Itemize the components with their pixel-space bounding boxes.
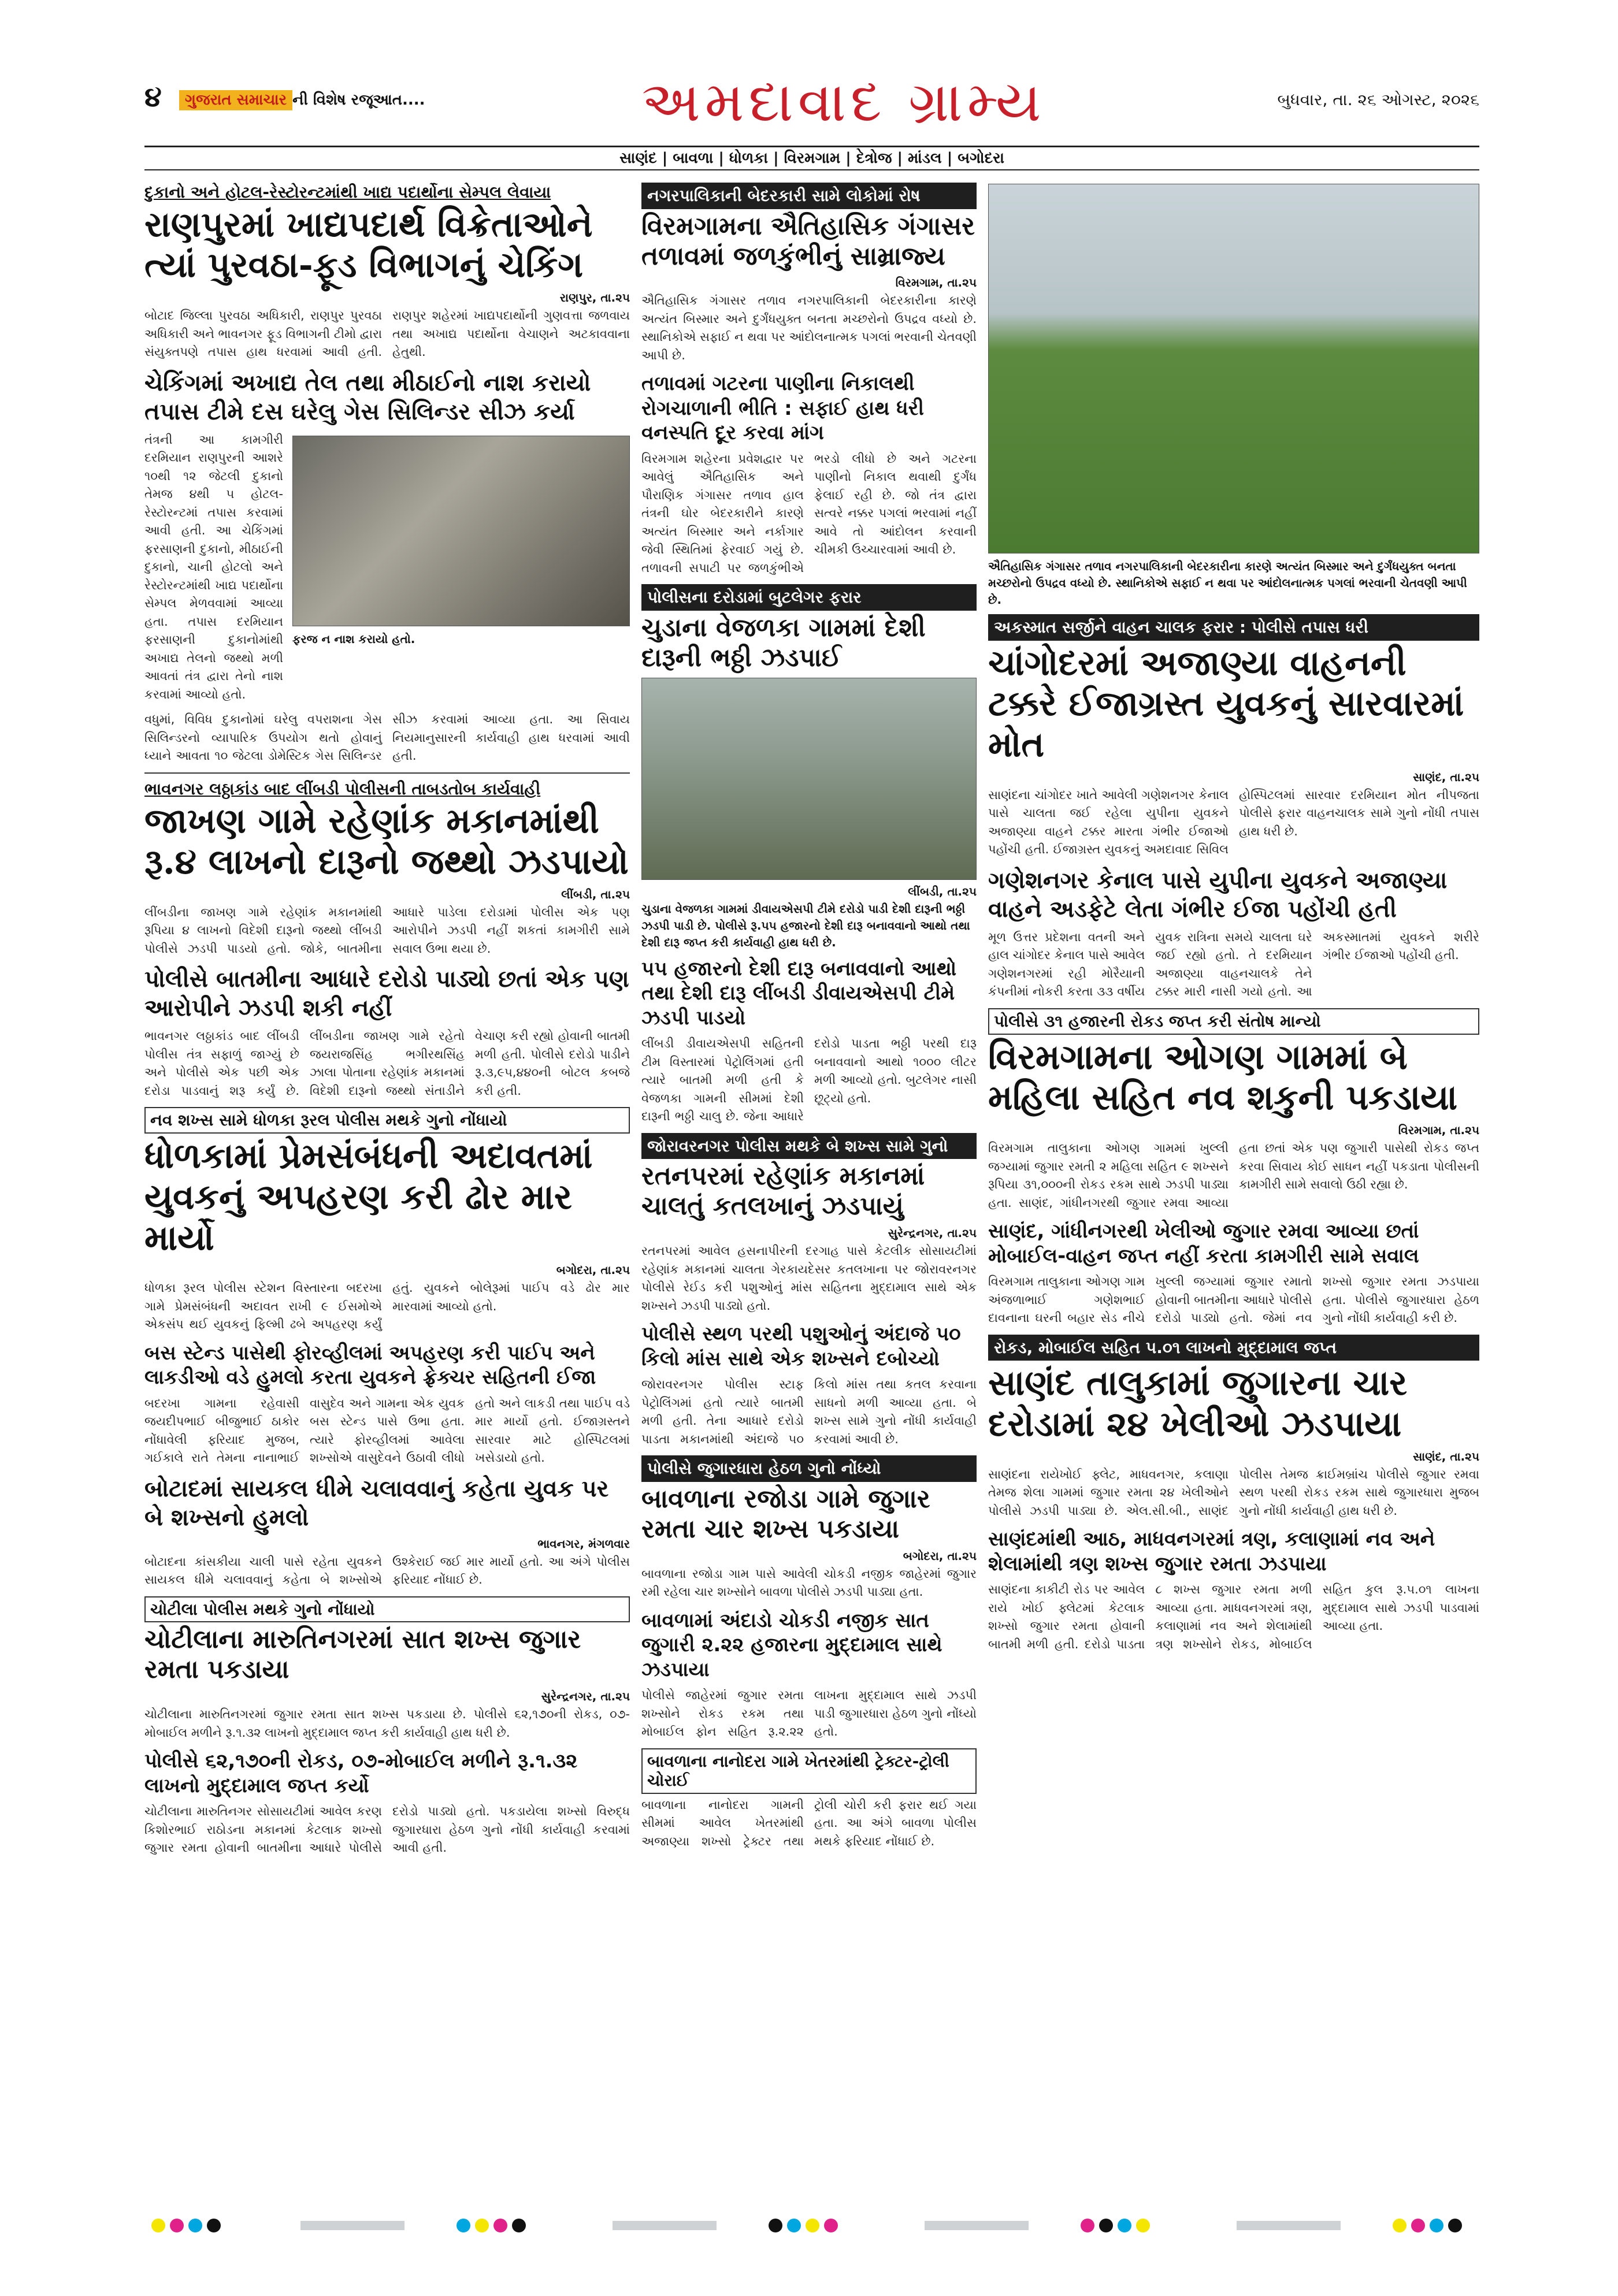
dateline: સુરેન્દ્રનગર, તા.૨૫ <box>888 1226 977 1240</box>
story-subheadline: ચેકિંગમાં અખાદ્ય તેલ તથા મીઠાઈનો નાશ કરાયો તપાસ ટીમે દસ ઘરેલુ ગેસ સિલિન્ડર સીઝ કર્યા <box>144 369 591 425</box>
story-body: વિરમગામ તાલુકાના ઓગણ ગામ અંજળાભાઈ ગણેશભાઈ દાવનાના ઘરની બહાર સેડ નીચે ખુલ્લી જગ્યામાં જુગાર રમાતો હોવાની બાતમીના આધારે પોલીસે દરોડો પાડ્યો હતો. જેમાં નવ શખ્સો જુગાર રમતા ઝડપાયા હતા. પોલીસે જુગારધારા હેઠળ ગુનો નોંધી કાર્યવાહી કરી છે. <box>988 1275 1479 1325</box>
story-body: સાણંદના ચાંગોદર ખાતે આવેલી ગણેશનગર કેનાલ પાસે ચાલતા જઈ રહેલા યુપીના યુવકને અજાણ્યા વાહને ટક્કર મારતા ગંભીર ઈજાઓ પહોંચી હતી. ઈજાગ્રસ્ત યુવકનું અમદાવાદ સિવિલ હોસ્પિટલમાં સારવાર દરમિયાન મોત નીપજતા પોલીસે ફરાર વાહનચાલક સામે ગુનો નોંધી તપાસ હાથ ધરી છે. <box>988 787 1479 857</box>
dateline: રાણપુર, તા.૨૫ <box>559 291 630 305</box>
dateline: લીંબડી, તા.૨૫ <box>908 884 977 898</box>
dateline: સાણંદ, તા.૨૫ <box>1413 770 1479 784</box>
story-kicker: બાવળાના નાનોદરા ગામે ખેતરમાંથી ટ્રેક્ટર-ટ્રોલી ચોરાઈ <box>641 1748 977 1794</box>
dateline: ભાવનગર, મંગળવાર <box>537 1536 630 1551</box>
story-headline: રતનપરમાં રહેણાંક મકાનમાં ચાલતું કતલખાનું ઝડપાયું <box>641 1161 925 1221</box>
story-body: લીંબડીના જાખણ ગામે રહેણાંક મકાનમાંથી રૂપિયા ૪ લાખનો વિદેશી દારૂનો જથ્થો લીંબડી પોલીસે ઝડપી પાડયો હતો. જોકે, બાતમીના આધારે પાડેલા દરોડામાં પોલીસ એક પણ આરોપીને ઝડપી નહીં શકતાં કામગીરી સામે સવાલ ઉભા થયા છે. <box>144 905 630 956</box>
story-body: વધુમાં, વિવિધ દુકાનોમાં ઘરેલુ વપરાશના ગેસ સિલિન્ડરનો વ્યાપારિક ઉપયોગ થતો હોવાનું ધ્યાને આવતા ૧૦ જેટલા ડોમેસ્ટિક ગેસ સિલિન્ડર સીઝ કરવામાં આવ્યા હતા. આ સિવાય નિયમાનુસારની કાર્યવાહી હાથ ધરવામાં આવી હતી. <box>144 712 630 763</box>
story-kicker: નગરપાલિકાની બેદરકારી સામે લોકોમાં રોષ <box>641 183 977 209</box>
story-body: બાવળાના રજોડા ગામ પાસે આવેલી ચોકડી નજીક જાહેરમાં જુગાર રમી રહેલા ચાર શખ્સોને બાવળા પોલીસે ઝડપી પાડ્યા હતા. <box>641 1566 977 1599</box>
magenta-dot-icon <box>1411 2219 1425 2232</box>
photo-caption: ચુડાના વેજળકા ગામમાં ડીવાયએસપી ટીમે દરોડો પાડી દેશી દારૂની ભઠ્ઠી ઝડપી પાડી છે. પોલીસે રૂ.૫૫ હજારનો દેશી દારૂ બનાવવાનો આથો તથા દેશી દારૂ જપ્ત કરી કાર્યવાહી હાથ ધરી છે. <box>641 901 970 949</box>
market-photo <box>292 436 630 626</box>
lake-photo <box>988 184 1479 553</box>
yellow-dot-icon <box>1393 2219 1407 2232</box>
story-headline: રાણપુરમાં ખાદ્યપદાર્થ વિક્રેતાઓને ત્યાં પુરવઠા-ફૂડ વિભાગનું ચેકિંગ <box>144 204 593 286</box>
story-subheadline: સાણંદ, ગાંધીનગરથી ખેલીઓ જુગાર રમવા આવ્યા છતાં મોબાઈલ-વાહન જપ્ત નહીં કરતા કામગીરી સામે સવાલ <box>988 1220 1419 1268</box>
color-dots <box>769 2219 838 2232</box>
story-subheadline: પોલીસે બાતમીના આધારે દરોડો પાડ્યો છતાં એક પણ આરોપીને ઝડપી શકી નહીં <box>144 966 629 1022</box>
story-body: બદરખા ગામના રહેવાસી જયદીપભાઈ બીજુભાઈ ઠાકોર નોંધાવેલી ફરિયાદ મુજબ, ગઈકાલે રાતે તેમના નાનાભાઈ વાસુદેવ અને ગામના એક યુવક બસ સ્ટેન્ડ પાસે ઉભા હતા. ત્યારે ફોરવ્હીલમાં આવેલા શખ્સોએ વાસુદેવને ઉઠાવી લીધો હતો અને લાકડી તથા પાઈપ વડે માર માર્યો હતો. ઈજાગ્રસ્તને સારવાર માટે હોસ્પિટલમાં ખસેડાયો હતો. <box>144 1396 630 1465</box>
story-headline: વિરમગામના ઐતિહાસિક ગંગાસર તળાવમાં જળકુંભીનું સામ્રાજ્ય <box>641 211 975 271</box>
story-headline: જાખણ ગામે રહેણાંક મકાનમાંથી રૂ.૪ લાખનો દારૂનો જથ્થો ઝડપાયો <box>144 801 629 883</box>
story-row <box>144 431 630 711</box>
magenta-dot-icon <box>493 2219 507 2232</box>
story-subheadline: પોલીસે ૬૨,૧૭૦ની રોકડ, ૦૭-મોબાઈલ મળીને રૂ.૧.૩૨ લાખનો મુદ્દામાલ જપ્ત કર્યો <box>144 1749 578 1797</box>
black-dot-icon <box>1448 2219 1462 2232</box>
black-dot-icon <box>512 2219 526 2232</box>
color-dots <box>151 2219 221 2232</box>
yellow-dot-icon <box>806 2219 819 2232</box>
grey-bar <box>300 2221 404 2230</box>
column-right <box>988 179 1479 2201</box>
story-body: પોલીસે જાહેરમાં જુગાર રમતા શખ્સોને રોકડ રકમ તથા મોબાઈલ ફોન સહિત રૂ.૨.૨૨ લાખના મુદ્દામાલ સાથે ઝડપી પાડી જુગારધારા હેઠળ ગુનો નોંધ્યો હતો. <box>641 1688 977 1739</box>
photo-caption: ઐતિહાસિક ગંગાસર તળાવ નગરપાલિકાની બેદરકારીના કારણે અત્યંત બિસ્માર અને દુર્ગંધયુક્ત બનતા મચ્છરોનો ઉપદ્રવ વધ્યો છે. સ્થાનિકોએ સફાઈ ન થવા પર આંદોલનાત્મક પગલાં ભરવાની ચેતવણી આપી છે. <box>988 559 1467 607</box>
story-headline: ચુડાના વેજળકા ગામમાં દેશી દારૂની ભઠ્ઠી ઝડપાઈ <box>641 613 926 673</box>
dateline: બગોદરા, તા.૨૫ <box>903 1548 977 1563</box>
story-body: મૂળ ઉત્તર પ્રદેશના વતની અને હાલ ચાંગોદર કેનાલ પાસે આવેલ ગણેશનગરમાં રહી મોરૈયાની કંપનીમાં નોકરી કરતા ૩૩ વર્ષીય યુવક રાત્રિના સમયે ચાલતા ઘરે જઈ રહ્યો હતો. તે દરમિયાન અજાણ્યા વાહનચાલકે તેને ટક્કર મારી નાસી ગયો હતો. આ અકસ્માતમાં યુવકને શરીરે ગંભીર ઈજાઓ પહોંચી હતી. <box>988 930 1479 999</box>
magenta-dot-icon <box>824 2219 838 2232</box>
story-kicker: પોલીસે જુગારધારા હેઠળ ગુનો નોંધ્યો <box>641 1455 977 1482</box>
story-body: ધોળકા રૂરલ પોલીસ સ્ટેશન વિસ્તારના બદરખા ગામે પ્રેમસંબંધની અદાવત રાખી ૯ ઈસમોએ એકસંપ થઈ યુવકનું ફિલ્મી ઢબે અપહરણ કર્યું હતું. યુવકને બોલેરૂમાં પાઈપ વડે ઢોર માર મારવામાં આવ્યો હતો. <box>144 1281 630 1332</box>
dateline: બગોદરા, તા.૨૫ <box>556 1263 630 1277</box>
story-subheadline: ૫૫ હજારનો દેશી દારૂ બનાવવાનો આથો તથા દેશી દારૂ લીંબડી ડીવાયએસપી ટીમે ઝડપી પાડયો <box>641 957 957 1030</box>
story-kicker: ચોટીલા પોલીસ મથકે ગુનો નોંધાયો <box>144 1596 630 1623</box>
cyan-dot-icon <box>787 2219 801 2232</box>
story-kicker: દુકાનો અને હોટલ-રેસ્ટોરન્ટમાંથી ખાદ્ય પદાર્થોના સેમ્પલ લેવાયા <box>144 183 551 202</box>
divider <box>144 772 630 774</box>
story-subheadline: તળાવમાં ગટરના પાણીના નિકાલથી રોગચાળાની ભીતિ : સફાઈ હાથ ધરી વનસ્પતિ દૂર કરવા માંગ <box>641 372 924 445</box>
page-number: ૪ <box>144 81 162 113</box>
grey-bar <box>1237 2221 1341 2230</box>
dateline: વિરમગામ, તા.૨૫ <box>895 276 977 290</box>
story-headline: ચોટીલાના મારુતિનગરમાં સાત શખ્સ જુગાર રમતા પકડાયા <box>144 1625 581 1685</box>
color-dots <box>1081 2219 1150 2232</box>
cyan-dot-icon <box>457 2219 470 2232</box>
magenta-dot-icon <box>1081 2219 1094 2232</box>
story-body: ભાવનગર લઠ્ઠાકાંડ બાદ લીંબડી પોલીસ તંત્ર સફાળું જાગ્યું છે અને પોલીસે એક પછી એક દરોડા પાડવાનું શરૂ કર્યું છે. લીંબડીના જાખણ ગામે રહેતો જયરાજસિંહ ભગીરથસિંહ ઝાલા પોતાના રહેણાંક મકાનમાં વિદેશી દારૂનો જથ્થો સંતાડીને વેચાણ કરી રહ્યો હોવાની બાતમી મળી હતી. પોલીસે દરોડો પાડીને રૂ.૩,૯૫,૪૪૦ની બોટલ કબજે કરી હતી. <box>144 1029 630 1098</box>
story-kicker: જોરાવરનગર પોલીસ મથકે બે શખ્સ સામે ગુનો <box>641 1133 977 1160</box>
promo-text: ની વિશેષ રજૂઆત.... <box>292 91 425 109</box>
story-body: લીંબડી ડીવાયએસપી સહિતની ટીમ વિસ્તારમાં પેટ્રોલિંગમાં હતી ત્યારે બાતમી મળી હતી કે વેજળકા ગામની સીમમાં દેશી દારૂની ભઠ્ઠી ચાલુ છે. જેના આધારે દરોડો પાડતા ભઠ્ઠી પરથી દારૂ બનાવવાનો આથો ૧૦૦૦ લીટર મળી આવ્યો હતો. બુટલેગર નાસી છૂટ્યો હતો. <box>641 1036 977 1124</box>
story-body: વિરમગામ તાલુકાના ઓગણ ગામમાં ખુલ્લી જગ્યામાં જુગાર રમતી ૨ મહિલા સહિત ૯ શખ્સને રૂપિયા ૩૧,૦૦૦ની રોકડ રકમ સાથે ઝડપી પાડ્યા હતા. સાણંદ, ગાંધીનગરથી જુગાર રમવા આવ્યા હતા છતાં એક પણ જુગારી પાસેથી રોકડ જપ્ત કરવા સિવાય કોઈ સાધન નહીં પકડાતા પોલીસની કામગીરી સામે સવાલો ઉઠી રહ્યા છે. <box>988 1141 1479 1210</box>
story-body: જોરાવરનગર પોલીસ સ્ટાફ પેટ્રોલિંગમાં હતો ત્યારે બાતમી મળી હતી. તેના આધારે દરોડો પાડતા મકાનમાંથી અંદાજે ૫૦ કિલો માંસ તથા કતલ કરવાના સાધનો મળી આવ્યા હતા. બે શખ્સ સામે ગુનો નોંધી કાર્યવાહી કરવામાં આવી છે. <box>641 1377 977 1446</box>
story-body: વિરમગામ શહેરના પ્રવેશદ્વાર પર આવેલું ઐતિહાસિક અને પૌરાણિક ગંગાસર તળાવ હાલ તંત્રની ઘોર બેદરકારીને કારણે અત્યંત બિસ્માર અને નર્કાગાર જેવી સ્થિતિમાં ફેરવાઈ ગયું છે. તળાવની સપાટી પર જળકુંભીએ ભરડો લીધો છે અને ગટરના પાણીનો નિકાલ થવાથી દુર્ગંધ ફેલાઈ રહી છે. જો તંત્ર દ્વારા સત્વરે નક્કર પગલાં ભરવામાં નહીં આવે તો આંદોલન કરવાની ચીમકી ઉચ્ચારવામાં આવી છે. <box>641 451 977 575</box>
grey-bar <box>925 2221 1029 2230</box>
column-left <box>144 179 630 2201</box>
dateline: સુરેન્દ્રનગર, તા.૨૫ <box>541 1689 630 1704</box>
story-body: ચોટીલાના મારુતિનગરમાં જુગાર રમતા સાત શખ્સ પકડાયા છે. પોલીસે ૬૨,૧૭૦ની રોકડ, ૦૭-મોબાઈલ મળીને રૂ.૧.૩૨ લાખનો મુદ્દામાલ જપ્ત કરી કાર્યવાહી હાથ ધરી છે. <box>144 1707 630 1740</box>
issue-date: બુધવાર, તા. ૨૬ ઓગસ્ટ, ૨૦૨૬ <box>1277 90 1479 109</box>
photo-caption: ફરજ ન નાશ કરાયો હતો. <box>292 631 415 646</box>
yellow-dot-icon <box>151 2219 165 2232</box>
brand-logo: ગુજરાત સમાચાર <box>179 90 292 110</box>
dateline: સાણંદ, તા.૨૫ <box>1413 1449 1479 1463</box>
story-headline: બાવળાના રજોડા ગામે જુગાર રમતા ચાર શખ્સ પકડાયા <box>641 1484 930 1544</box>
story-body: સાણંદના કાકીટી રોડ પર આવેલ રાયે ખોઈ ફ્લેટમાં કેટલાક શખ્સો જુગાર રમતા હોવાની બાતમી મળી હતી. દરોડો પાડતા ૮ શખ્સ જુગાર રમતા મળી આવ્યા હતા. માધવનગરમાં ત્રણ, કલાણામાં નવ અને શેલામાંથી ત્રણ શખ્સોને રોકડ, મોબાઈલ સહિત કુલ રૂ.૫.૦૧ લાખના મુદ્દામાલ સાથે ઝડપી પાડવામાં આવ્યા હતા. <box>988 1582 1479 1651</box>
newspaper-page <box>144 69 1479 2207</box>
story-subheadline: સાણંદમાંથી આઠ, માધવનગરમાં ત્રણ, કલાણામાં નવ અને શેલામાંથી ત્રણ શખ્સ જુગાર રમતા ઝડપાયા <box>988 1528 1435 1576</box>
story-kicker: નવ શખ્સ સામે ધોળકા રૂરલ પોલીસ મથકે ગુનો નોંધાયો <box>144 1107 630 1134</box>
masthead-title: અમદાવાદ ગ્રામ્ય <box>641 69 1046 134</box>
grey-bar <box>613 2221 717 2230</box>
story-subheadline: બસ સ્ટેન્ડ પાસેથી ફોરવ્હીલમાં અપહરણ કરી પાઈપ અને લાકડીઓ વડે હુમલો કરતા યુવકને ફ્રેક્ચર સહિતની ઈજા <box>144 1341 596 1390</box>
story-headline: સાણંદ તાલુકામાં જુગારના ચાર દરોડામાં ૨૪ ખેલીઓ ઝડપાયા <box>988 1363 1408 1445</box>
column-middle <box>641 179 977 2201</box>
color-dots <box>457 2219 526 2232</box>
magenta-dot-icon <box>170 2219 184 2232</box>
story-headline: ચાંગોદરમાં અજાણ્યા વાહનની ટક્કરે ઈજાગ્રસ્ત યુવકનું સારવારમાં મોત <box>988 642 1464 766</box>
black-dot-icon <box>207 2219 221 2232</box>
story-body: ચોટીલાના મારુતિનગર સોસાયટીમાં આવેલ કરણ કિશોરભાઈ રાઠોડના મકાનમાં કેટલાક શખ્સો જુગાર રમતા હોવાની બાતમીના આધારે પોલીસે દરોડો પાડ્યો હતો. પકડાયેલા શખ્સો વિરુદ્ધ જુગારધારા હેઠળ ગુનો નોંધી કાર્યવાહી કરવામાં આવી હતી. <box>144 1804 630 1855</box>
dateline: લીંબડી, તા.૨૫ <box>561 887 630 901</box>
yellow-dot-icon <box>475 2219 489 2232</box>
black-dot-icon <box>769 2219 782 2232</box>
story-body: બોટાદના કાંસકીયા ચાલી પાસે રહેતા યુવકને સાયકલ ધીમે ચલાવવાનું કહેતા બે શખ્સોએ ઉશ્કેરાઈ જઈ માર માર્યો હતો. આ અંગે પોલીસ ફરિયાદ નોંધાઈ છે. <box>144 1554 630 1587</box>
story-body: સાણંદના રાયેખોઈ ફ્લેટ, માધવનગર, કલાણા તેમજ શેલા ગામમાં જુગાર રમતા ૨૪ ખેલીઓને પોલીસે ઝડપી પાડ્યા છે. એલ.સી.બી., સાણંદ પોલીસ તેમજ ક્રાઈમબ્રાંચ પોલીસે જુગાર રમવા સ્થળ પરથી રોકડ રકમ સાથે જુગારધારા મુજબ ગુનો નોંધી કાર્યવાહી હાથ ધરી છે. <box>988 1467 1479 1518</box>
story-kicker: પોલીસે ૩૧ હજારની રોકડ જપ્ત કરી સંતોષ માન્યો <box>988 1008 1479 1035</box>
masthead <box>144 69 1479 147</box>
towns-strip: સાણંદ | બાવળા | ધોળકા | વિરમગામ | દેત્રોજ | માંડલ | બગોદરા <box>144 147 1479 170</box>
story-kicker: અકસ્માત સર્જીને વાહન ચાલક ફરાર : પોલીસે તપાસ ધરી <box>988 614 1479 641</box>
black-dot-icon <box>1099 2219 1113 2232</box>
story-headline: ધોળકામાં પ્રેમસંબંધની અદાવતમાં યુવકનું અપહરણ કરી ઢોર માર માર્યો <box>144 1135 593 1258</box>
story-kicker: ભાવનગર લઠ્ઠાકાંડ બાદ લીંબડી પોલીસની તાબડતોબ કાર્યવાહી <box>144 779 541 798</box>
story-body: ઐતિહાસિક ગંગાસર તળાવ નગરપાલિકાની બેદરકારીના કારણે અત્યંત બિસ્માર અને દુર્ગંધયુક્ત બનતા મચ્છરોનો ઉપદ્રવ વધ્યો છે. સ્થાનિકોએ સફાઈ ન થવા પર આંદોલનાત્મક પગલાં ભરવાની ચેતવણી આપી છે. <box>641 293 977 362</box>
promo-line <box>179 90 425 110</box>
river-photo <box>641 678 977 880</box>
story-headline: બોટાદમાં સાયકલ ધીમે ચલાવવાનું કહેતા યુવક પર બે શખ્સનો હુમલો <box>144 1475 609 1531</box>
story-body: બોટાદ જિલ્લા પુરવઠા અધિકારી, રાણપુર પુરવઠા અધિકારી અને ભાવનગર ફૂડ વિભાગની ટીમો દ્વારા સંયુક્તપણે તપાસ હાથ ધરવામાં આવી હતી. રાણપુર શહેરમાં ખાદ્યપદાર્થોની ગુણવત્તા જળવાય તથા અખાદ્ય પદાર્થોના વેચાણને અટકાવવાના હેતુથી. <box>144 309 630 359</box>
story-headline: વિરમગામના ઓગણ ગામમાં બે મહિલા સહિત નવ શકુની પકડાયા <box>988 1036 1458 1119</box>
cyan-dot-icon <box>1430 2219 1443 2232</box>
story-body: બાવળાના નાનોદરા ગામની સીમમાં આવેલ ખેતરમાંથી અજાણ્યા શખ્સો ટ્રેક્ટર તથા ટ્રોલી ચોરી કરી ફરાર થઈ ગયા હતા. આ અંગે બાવળા પોલીસ મથકે ફરિયાદ નોંધાઈ છે. <box>641 1797 977 1848</box>
dateline: વિરમગામ, તા.૨૫ <box>1398 1123 1479 1138</box>
story-body: રતનપરમાં આવેલ હસનાપીરની દરગાહ પાસે કેટલીક સોસાયટીમાં રહેણાંક મકાનમાં ચાલતા ગેરકાયદેસર કતલખાના પર જોરાવરનગર પોલીસે રેઈડ કરી પશુઓનું માંસ સહિતના મુદ્દામાલ સાથે એક શખ્સને ઝડપી પાડ્યો હતો. <box>641 1244 977 1313</box>
story-subheadline: બાવળામાં અંદાડો ચોકડી નજીક સાત જુગારી ૨.૨૨ હજારના મુદ્દામાલ સાથે ઝડપાયા <box>641 1608 942 1681</box>
cyan-dot-icon <box>188 2219 202 2232</box>
story-body: તંત્રની આ કામગીરી દરમિયાન રાણપુરની આશરે ૧૦થી ૧૨ જેટલી દુકાનો તેમજ ૪થી ૫ હોટલ-રેસ્ટોરન્ટમાં તપાસ કરવામાં આવી હતી. આ ચેકિંગમાં ફરસાણની દુકાનો, મીઠાઈની દુકાનો, ચાની હોટલો અને રેસ્ટોરન્ટમાંથી ખાદ્ય પદાર્થોના સેમ્પલ મેળવવામાં આવ્યા હતા. તપાસ દરમિયાન ફરસાણની દુકાનોમાંથી અખાદ્ય તેલનો જથ્થો મળી આવતાં તંત્ર દ્વારા તેનો નાશ કરવામાં આવ્યો હતો. <box>144 432 283 701</box>
cyan-dot-icon <box>1118 2219 1131 2232</box>
yellow-dot-icon <box>1136 2219 1150 2232</box>
story-subheadline: ગણેશનગર કેનાલ પાસે યુપીના યુવકને અજાણ્યા વાહને અડફેટે લેતા ગંભીર ઈજા પહોંચી હતી <box>988 867 1448 923</box>
print-registration-marks <box>0 2219 1618 2242</box>
story-kicker: પોલીસના દરોડામાં બુટલેગર ફરાર <box>641 584 977 611</box>
color-dots <box>1393 2219 1462 2232</box>
story-kicker: રોકડ, મોબાઈલ સહિત ૫.૦૧ લાખનો મુદ્દામાલ જપ્ત <box>988 1335 1479 1361</box>
photo-block <box>292 431 630 711</box>
story-subheadline: પોલીસે સ્થળ પરથી પશુઓનું અંદાજે ૫૦ કિલો માંસ સાથે એક શખ્સને દબોચ્યો <box>641 1322 961 1370</box>
